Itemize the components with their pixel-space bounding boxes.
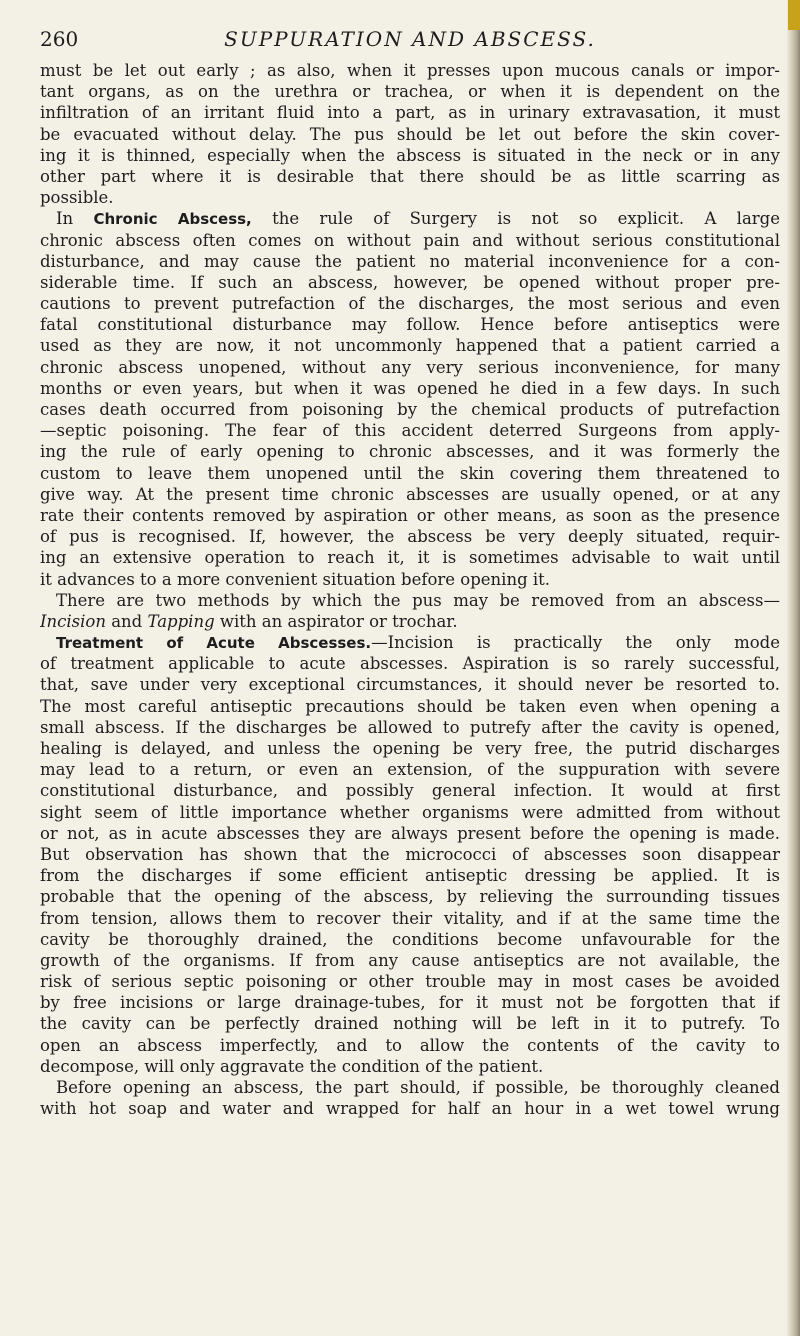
text-line: [40, 802, 780, 823]
line-text: by free incisions or large drainage-tubes, for it must not be forgotten that if: [40, 993, 780, 1013]
text-line: [40, 60, 780, 81]
line-text: may lead to a return, or even an extension, of the suppuration with severe: [40, 760, 780, 780]
text-line: [40, 505, 780, 526]
text-line: [40, 1077, 780, 1098]
text-line: [40, 335, 780, 356]
line-text: custom to leave them unopened until the skin covering them threatened to: [40, 463, 780, 483]
line-text: fatal constitutional disturbance may follow. Hence before antiseptics were: [40, 315, 780, 335]
text-line: [40, 908, 780, 929]
italic-term: Incision: [40, 611, 106, 631]
text-line: [40, 674, 780, 695]
text-line: [40, 632, 780, 653]
text-line: [40, 1013, 780, 1034]
text-line: [40, 166, 780, 187]
body-text: [40, 60, 780, 1119]
line-text: risk of serious septic poisoning or other trouble may in most cases be avoided: [40, 972, 780, 992]
text-line: [40, 950, 780, 971]
line-text: chronic abscess unopened, without any very serious inconvenience, for many: [40, 357, 780, 377]
text-line: [40, 124, 780, 145]
line-text: chronic abscess often comes on without pain and without serious constitutional: [40, 230, 780, 250]
line-text: used as they are now, it not uncommonly happened that a patient carried a: [40, 336, 780, 356]
line-text: ing an extensive operation to reach it, it is sometimes advisable to wait until: [40, 548, 780, 568]
text-line: [40, 441, 780, 462]
line-text: Before opening an abscess, the part should, if possible, be thoroughly cleaned: [56, 1078, 780, 1097]
line-text: the rule of Surgery is not so explicit. A large: [251, 209, 780, 229]
text-line: [40, 738, 780, 759]
line-text: siderable time. If such an abscess, however, be opened without proper pre-: [40, 272, 780, 292]
line-text: possible.: [40, 188, 114, 208]
line-text: that, save under very exceptional circumstances, it should never be resorted to.: [40, 675, 780, 695]
line-text: be evacuated without delay. The pus should be let out before the skin cover-: [40, 124, 780, 144]
line-text: cavity be thoroughly drained, the conditions become unfavourable for the: [40, 929, 780, 949]
line-text: —Incision is practically the only mode: [371, 633, 780, 653]
line-text: must be let out early ; as also, when it presses upon mucous canals or impor-: [40, 61, 780, 80]
line-text: probable that the opening of the abscess, by relieving the surrounding tissues: [40, 887, 780, 907]
line-text: rate their contents removed by aspiration or other means, as soon as the presence: [40, 505, 780, 525]
book-edge-mark: [788, 0, 800, 30]
line-prefix: In: [56, 209, 94, 229]
line-text: tant organs, as on the urethra or trachea, or when it is dependent on the: [40, 82, 780, 102]
line-text: decompose, will only aggravate the condition of the patient.: [40, 1056, 544, 1076]
text-line: [40, 865, 780, 886]
text-line: [40, 251, 780, 272]
page-number: 260: [40, 27, 79, 51]
text-line: [40, 1056, 780, 1077]
line-text: it advances to a more convenient situation before opening it.: [40, 569, 551, 589]
text-line: [40, 230, 780, 251]
line-text: infiltration of an irritant fluid into a part, as in urinary extravasation, it must: [40, 103, 780, 123]
text-line: [40, 463, 780, 484]
line-text: the cavity can be perfectly drained nothing will be left in it to putrefy. To: [40, 1014, 780, 1034]
line-text: from the discharges if some efficient antiseptic dressing be applied. It is: [40, 866, 780, 886]
text-line: [40, 886, 780, 907]
text-line: [40, 611, 780, 632]
section-heading: Treatment of Acute Abscesses.: [56, 634, 372, 653]
line-text: of pus is recognised. If, however, the abscess be very deeply situated, requir-: [40, 527, 780, 547]
text-line: [40, 653, 780, 674]
text-line: [40, 971, 780, 992]
text-line: [40, 823, 780, 844]
text-line: [40, 378, 780, 399]
text-line: [40, 272, 780, 293]
line-text: open an abscess imperfectly, and to allow the contents of the cavity to: [40, 1035, 780, 1055]
text-line: [40, 102, 780, 123]
line-text: growth of the organisms. If from any cause antiseptics are not available, the: [40, 950, 780, 970]
line-text: cautions to prevent putrefaction of the discharges, the most serious and even: [40, 294, 780, 314]
text-line: [40, 1098, 780, 1119]
line-text: give way. At the present time chronic abscesses are usually opened, or at any: [40, 484, 780, 504]
text-line: [40, 208, 780, 229]
text-line: [40, 314, 780, 335]
text-line: [40, 420, 780, 441]
page-edge-shadow: [786, 0, 800, 1336]
text-line: [40, 780, 780, 801]
text-line: [40, 526, 780, 547]
italic-term: Tapping: [147, 611, 215, 631]
line-text: sight seem of little importance whether organisms were admitted from without: [40, 802, 780, 822]
line-text: small abscess. If the discharges be allowed to putrefy after the cavity is opened,: [40, 717, 780, 737]
line-text: or not, as in acute abscesses they are always present before the opening is made.: [40, 823, 780, 843]
text-line: [40, 145, 780, 166]
line-text: cases death occurred from poisoning by the chemical products of putrefaction: [40, 400, 780, 419]
line-text: months or even years, but when it was opened he died in a few days. In such: [40, 378, 780, 398]
text-line: [40, 844, 780, 865]
line-text: constitutional disturbance, and possibly general infection. It would at first: [40, 781, 780, 801]
line-text: ing the rule of early opening to chronic abscesses, and it was formerly the: [40, 442, 780, 462]
line-text: disturbance, and may cause the patient no material inconvenience for a con-: [40, 251, 780, 271]
text-line: [40, 81, 780, 102]
text-line: [40, 696, 780, 717]
section-heading: Chronic Abscess,: [93, 210, 252, 229]
line-text: —septic poisoning. The fear of this accident deterred Surgeons from apply-: [40, 421, 780, 441]
text-line: [40, 484, 780, 505]
text-line: [40, 590, 780, 611]
line-text: and: [105, 611, 148, 631]
text-line: [40, 293, 780, 314]
text-line: [40, 717, 780, 738]
running-title: SUPPURATION AND ABSCESS.: [224, 27, 596, 51]
text-line: [40, 187, 780, 208]
text-line: [40, 992, 780, 1013]
line-text: with hot soap and water and wrapped for half an hour in a wet towel wrung: [40, 1099, 780, 1119]
line-text: But observation has shown that the micrococci of abscesses soon disappear: [40, 844, 780, 864]
line-text: of treatment applicable to acute abscesses. Aspiration is so rarely successful,: [40, 654, 780, 674]
line-text: with an aspirator or trochar.: [214, 611, 458, 631]
text-line: [40, 1035, 780, 1056]
text-line: [40, 759, 780, 780]
text-line: [40, 929, 780, 950]
text-line: [40, 547, 780, 568]
line-text: healing is delayed, and unless the opening be very free, the putrid discharges: [40, 739, 780, 758]
line-text: from tension, allows them to recover their vitality, and if at the same time the: [40, 908, 780, 928]
text-line: [40, 357, 780, 378]
text-line: [40, 569, 780, 590]
line-text: other part where it is desirable that there should be as little scarring as: [40, 166, 780, 186]
text-line: [40, 399, 780, 420]
page-header: [40, 24, 780, 54]
line-text: ing it is thinned, especially when the abscess is situated in the neck or in any: [40, 145, 780, 165]
line-text: The most careful antiseptic precautions should be taken even when opening a: [40, 696, 780, 716]
line-text: There are two methods by which the pus may be removed from an abscess—: [56, 590, 780, 610]
